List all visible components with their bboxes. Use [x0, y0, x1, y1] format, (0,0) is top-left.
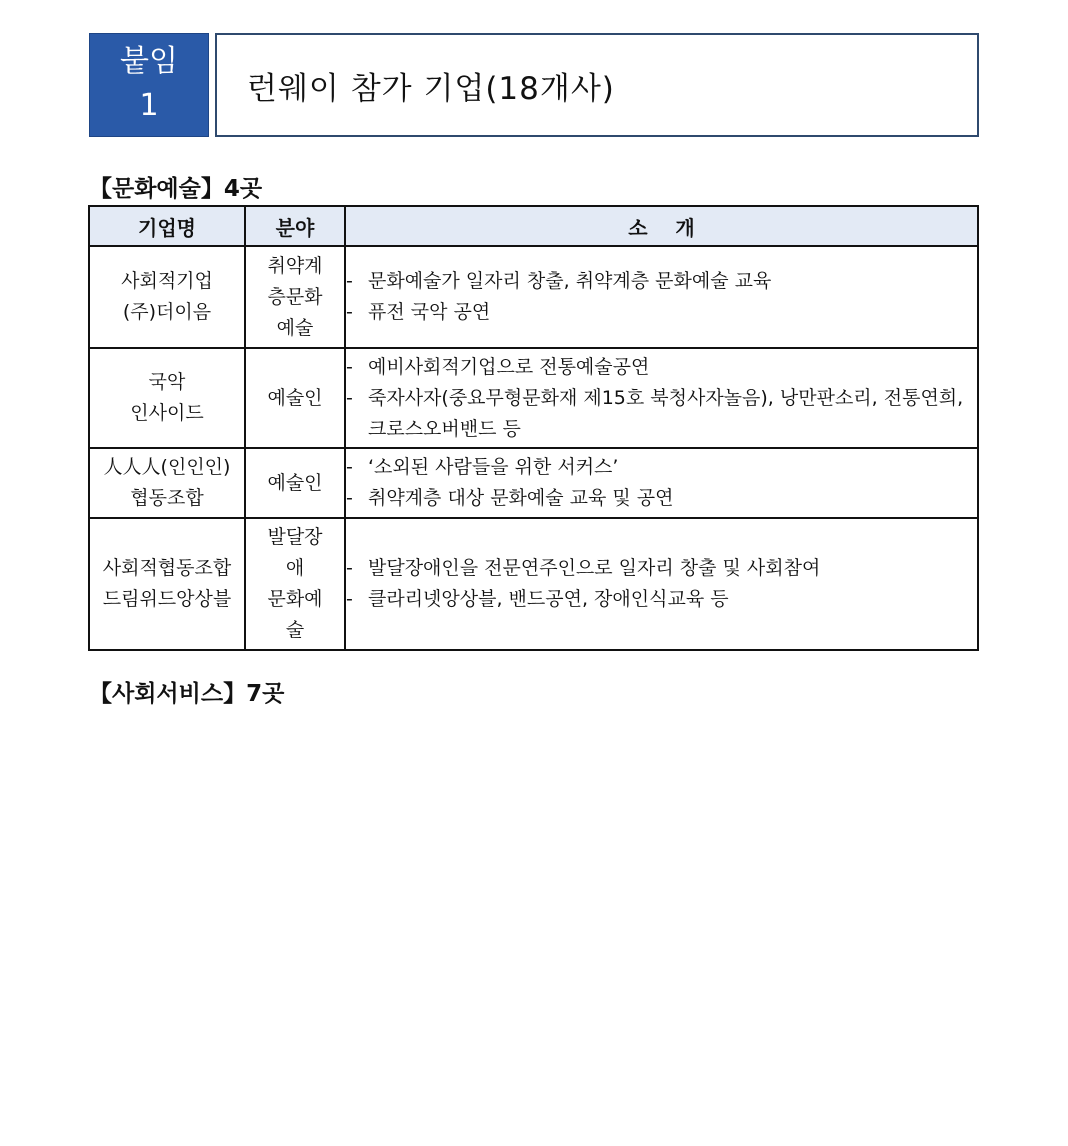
company-name-line: 인사이드 — [130, 402, 204, 424]
intro-bullet — [346, 297, 977, 328]
intro-text: 취약계층 대상 문화예술 교육 및 공연 — [368, 487, 674, 509]
bullet-dash: - — [346, 557, 353, 579]
company-name-line: (주)더이음 — [122, 301, 212, 323]
column-header-intro: 소 개 — [345, 206, 978, 246]
intro-bullet — [346, 584, 977, 615]
intro-text: 죽자사자(중요무형문화재 제15호 북청사자놀음), 낭만판소리, 전통연희, 크로스오버밴드 등 — [368, 386, 964, 440]
bullet-dash: - — [346, 270, 353, 292]
intro-cell — [345, 448, 978, 518]
table-row — [89, 246, 978, 348]
intro-bullet — [346, 383, 977, 445]
section-heading-culture: 【문화예술】4곳 — [89, 176, 263, 202]
field-cell — [245, 348, 345, 448]
field-cell — [245, 518, 345, 650]
intro-text: ‘소외된 사람들을 위한 서커스’ — [368, 456, 619, 478]
field-cell — [245, 246, 345, 348]
table-row — [89, 448, 978, 518]
table-row — [89, 348, 978, 448]
field-line: 층문화 — [267, 285, 323, 308]
page-title: 런웨이 참가 기업(18개사) — [247, 71, 615, 107]
company-name-cell — [89, 448, 245, 518]
title-box — [215, 33, 979, 137]
table-row — [89, 518, 978, 650]
bullet-dash: - — [346, 487, 353, 509]
bullet-dash: - — [346, 386, 353, 409]
column-header-company: 기업명 — [89, 206, 245, 246]
intro-text: 발달장애인을 전문연주인으로 일자리 창출 및 사회참여 — [368, 557, 821, 579]
field-line: 문화예 — [267, 588, 323, 610]
company-name-line: 협동조합 — [130, 487, 204, 509]
document-header — [89, 33, 979, 137]
field-line: 발달장 — [267, 526, 323, 548]
field-line: 취약계 — [267, 254, 323, 277]
badge-label: 붙임 — [120, 44, 178, 79]
company-name-line: 사회적기업 — [121, 270, 213, 292]
attachment-badge — [89, 33, 209, 137]
field-line: 애 — [285, 557, 305, 579]
company-table-culture — [88, 205, 979, 651]
badge-number: 1 — [139, 88, 159, 123]
company-name-line: 人人人(인인인) — [103, 456, 231, 478]
field-cell — [245, 448, 345, 518]
company-name-line: 사회적협동조합 — [102, 557, 232, 579]
field-line: 예술인 — [267, 471, 323, 494]
intro-bullet — [346, 352, 977, 383]
company-name-cell — [89, 348, 245, 448]
company-name-line: 국악 — [148, 371, 186, 393]
intro-text: 퓨전 국악 공연 — [368, 301, 491, 323]
company-name-cell — [89, 246, 245, 348]
intro-cell — [345, 246, 978, 348]
intro-bullet — [346, 553, 977, 584]
table-header-row — [89, 206, 978, 246]
section-heading-social-service: 【사회서비스】7곳 — [89, 681, 285, 707]
intro-bullet — [346, 483, 977, 514]
company-name-line: 드림위드앙상블 — [102, 588, 232, 610]
intro-text: 문화예술가 일자리 창출, 취약계층 문화예술 교육 — [368, 270, 772, 292]
company-name-cell — [89, 518, 245, 650]
bullet-dash: - — [346, 355, 353, 378]
field-line: 예술인 — [267, 386, 323, 409]
bullet-dash: - — [346, 456, 353, 478]
intro-cell — [345, 348, 978, 448]
intro-cell — [345, 518, 978, 650]
intro-text: 클라리넷앙상블, 밴드공연, 장애인식교육 등 — [368, 588, 729, 610]
intro-bullet — [346, 266, 977, 297]
field-line: 예술 — [276, 316, 314, 339]
bullet-dash: - — [346, 301, 353, 323]
intro-bullet — [346, 452, 977, 483]
intro-text: 예비사회적기업으로 전통예술공연 — [368, 355, 650, 378]
field-line: 술 — [285, 619, 305, 641]
bullet-dash: - — [346, 588, 353, 610]
column-header-field: 분야 — [245, 206, 345, 246]
